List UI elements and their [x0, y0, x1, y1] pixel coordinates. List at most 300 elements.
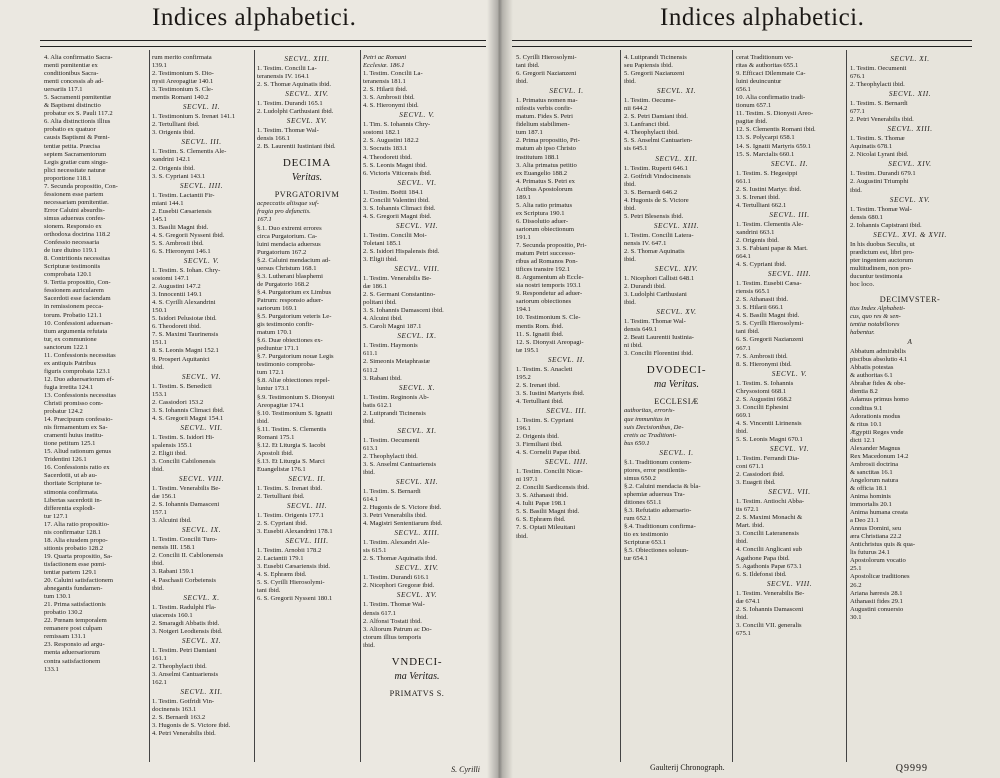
index-entry: Ægyptii Reges vnde — [850, 428, 904, 436]
century-heading: SECVL. XI. — [890, 55, 930, 63]
right-column-4 — [850, 54, 970, 760]
century-heading: A — [907, 338, 913, 347]
index-entry: dicti 12.1 — [850, 436, 875, 444]
index-entry: 7. Secunda propositio, Pri- — [516, 242, 587, 250]
index-entry: 2. Tertulliani ibid. — [152, 121, 200, 129]
section-intro: acpeccatis aliisque suf- — [257, 200, 319, 208]
index-entry: §.12. Et Liturgia S. Iacobi — [257, 441, 326, 449]
century-heading: SECVL. XI. — [656, 87, 697, 96]
index-entry: 2. Alfonsi Tostati ibid. — [363, 617, 422, 625]
index-entry: 1. Testim. Durandi 165.1 — [257, 100, 323, 108]
index-entry: menti pœnitentiæ ex — [44, 62, 98, 70]
index-entry: 1. Testim. Clementis Ale- — [736, 220, 804, 228]
section-subtitle: ma Veritas. — [654, 379, 699, 391]
index-entry: 3. Rabani ibid. — [363, 374, 402, 382]
index-entry: spalensis 155.1 — [152, 441, 193, 449]
century-heading: SECVL. XV. — [396, 591, 438, 600]
right-col-divider-1 — [620, 50, 621, 762]
index-entry: 3. S. Irenæi ibid. — [736, 193, 780, 201]
index-entry: ibid. — [152, 363, 164, 371]
index-entry: Augustini conuersio — [850, 605, 904, 613]
index-entry: densis 617.1 — [363, 609, 396, 617]
index-entry: 4. Tertulliani 662.1 — [736, 201, 787, 209]
index-entry: Apostolorum vocatio — [850, 557, 906, 565]
index-entry: 5. Gregorii Nazianzeni — [624, 70, 685, 78]
index-entry: 4. S. Vincentii Lirinensis — [736, 419, 802, 427]
index-entry: 3. S. Anselmi Cantuariensis — [363, 460, 437, 468]
index-entry: 1. Testim. S. Bernardi — [363, 488, 421, 496]
index-entry: lis futurus 24.1 — [850, 549, 890, 557]
index-entry: 1. Testim. S. Irenæi ibid. — [257, 484, 322, 492]
century-heading: SECVL. XI. — [397, 426, 437, 435]
index-entry: 2. Concilii II. Cabilonensis — [152, 552, 224, 560]
index-entry: 4. Paschasii Corbeiensis — [152, 576, 216, 584]
index-entry: remissam 131.1 — [44, 633, 86, 641]
section-intro: que immunitas in — [624, 415, 670, 423]
index-entry: 6. Theodoreti ibid. — [152, 323, 201, 331]
section-subtitle: Veritas. — [291, 172, 323, 184]
signature-mark: Q9999 — [895, 763, 928, 774]
index-entry: 3. Firmiliani ibid. — [516, 441, 563, 449]
index-entry: 3. S. Ambrosii ibid. — [363, 94, 415, 102]
index-entry: 613.1 — [363, 444, 378, 452]
index-entry: 15. Aliud rationum genus — [44, 448, 112, 456]
index-entry: ibid. — [624, 78, 636, 86]
index-entry: 3. Ludolphi Carthusiani — [624, 291, 687, 299]
index-entry: immortalis 20.1 — [850, 501, 892, 509]
index-entry: gis testimonio confir- — [257, 321, 314, 329]
index-entry: 1. Testim. Oecume- — [624, 97, 676, 105]
index-entry: 614.1 — [363, 496, 378, 504]
index-entry: & officia 18.1 — [850, 484, 888, 492]
index-entry: sostomi 182.1 — [363, 129, 401, 137]
index-entry: §.5. Purgatorium veteris Le- — [257, 313, 332, 321]
index-entry: 2. Augustini Triumphi — [850, 178, 909, 186]
index-entry: 162.1 — [152, 679, 167, 686]
index-entry: 196.1 — [516, 424, 531, 432]
index-entry: conditus 9.1 — [850, 404, 883, 412]
index-entry: uersus Christum 168.1 — [257, 264, 317, 272]
index-entry: 2. Lactantii 179.1 — [257, 555, 304, 563]
index-entry: 1. Testim. Concilii Nicæ- — [516, 468, 583, 476]
index-entry: 1. Testim. Venerabilis Be- — [363, 275, 432, 283]
index-entry: cramenti huius institu- — [44, 432, 104, 440]
century-heading: SECVL. I. — [659, 448, 694, 457]
index-entry: 6. Victoris Viticensis ibid. — [363, 169, 432, 177]
index-entry: 4. Magistri Sententiarum ibid. — [363, 520, 443, 528]
index-entry: 3. Eusebii Cæsariensis ibid. — [257, 563, 331, 571]
index-entry: 2. S. Maximi Monachi & — [736, 514, 803, 522]
index-entry: Agathone Papa ibid. — [736, 554, 790, 562]
century-heading: SECVL. XIV. — [285, 90, 329, 99]
index-entry: Actibus Apostolorum — [516, 185, 573, 193]
index-entry: 2. Testimonium S. Dio- — [152, 70, 214, 78]
index-entry: dæ 186.1 — [363, 283, 388, 291]
century-heading: SECVL. XIV. — [888, 160, 932, 169]
left-col-divider-1 — [149, 50, 150, 762]
century-heading: SECVL. XII. — [888, 90, 932, 99]
century-heading: SECVL. X. — [183, 593, 220, 602]
index-entry: 2. Gotfridi Vindocinensis — [624, 172, 691, 180]
index-entry: Anima hominis — [850, 493, 891, 501]
index-entry: ibid. — [363, 417, 375, 425]
index-entry: probatur 124.2 — [44, 408, 83, 416]
index-entry: 1. Testim. Petri Damiani — [152, 646, 217, 654]
index-entry: 3. Concilii VII. generalis — [736, 621, 802, 629]
index-entry: 1. Testim. Oecumenii — [850, 65, 907, 72]
index-entry: fugia irretita 124.1 — [44, 383, 94, 391]
index-entry: 3. S. Hilarii 666.1 — [736, 304, 784, 312]
index-entry: ibid. — [152, 584, 164, 592]
left-running-head: Indices alphabetici. — [152, 4, 357, 31]
index-entry: dæ 156.1 — [152, 493, 177, 501]
index-entry: In his duobus Seculis, ut — [850, 240, 915, 248]
index-entry: 1. Testim. Ruperti 646.1 — [624, 164, 688, 172]
index-entry: 2. S. Isidori Hispalensis ibid. — [363, 247, 440, 255]
index-entry: tentiæ partem 129.1 — [44, 569, 97, 576]
index-entry: 3. Eusebii Alexandrini 178.1 — [257, 528, 333, 536]
index-entry: 14. S. Ignatii Martyris 659.1 — [736, 142, 811, 150]
index-entry: septem Sacramentorum — [44, 150, 107, 158]
index-entry: teranensis IV. 164.1 — [257, 73, 310, 81]
index-entry: 1. Testim. S. Iohan. Chry- — [152, 266, 221, 274]
index-entry: 1. Testim. Gotfridi Vin- — [152, 698, 215, 706]
index-entry: 2. Origenis ibid. — [516, 433, 559, 441]
index-entry: ex antiquis Patribus — [44, 359, 97, 367]
century-heading: SECVL. VII. — [180, 423, 223, 432]
century-heading: SECVL. I. — [549, 87, 584, 96]
index-entry: 2. Beati Laurentii Iustinia- — [624, 334, 694, 342]
index-entry: 5. Alia ratio primatus — [516, 201, 573, 209]
index-entry: rum merito confirmata — [152, 54, 212, 61]
index-entry: Scripturæ 653.1 — [624, 539, 667, 547]
century-heading: SECVL. II. — [547, 355, 586, 364]
index-entry: 12. S. Dionysii Areopagi- — [516, 338, 584, 346]
century-heading: SECVL. V. — [399, 111, 435, 120]
index-entry: miani 144.1 — [152, 199, 184, 207]
index-entry: 139.1 — [152, 62, 167, 70]
index-entry: 23. Responsio ad argu- — [44, 641, 105, 649]
index-entry: 25.1 — [850, 565, 862, 573]
century-heading: SECVL. XV. — [286, 117, 328, 126]
index-entry: 1. Testim. Origenis 177.1 — [257, 512, 324, 520]
index-entry: 4. Tertulliani ibid. — [516, 397, 564, 405]
index-entry: 1. Testim. Oecumenii — [363, 436, 420, 444]
index-entry: 7. S. Maximi Taurinensis — [152, 331, 219, 339]
index-entry: 3. S. Iohannis Climaci ibid. — [152, 406, 225, 414]
index-entry: 14. Præcipuum confessio- — [44, 416, 113, 424]
index-entry: 2. S. Iohannis Damasceni — [152, 501, 220, 509]
century-heading: SECVL. VIII. — [394, 265, 440, 274]
century-heading: SECVL. VIII. — [178, 475, 225, 484]
index-entry: 2. S. Bernardi 163.2 — [152, 714, 206, 722]
index-entry: 1. Testim. Durandi 616.1 — [363, 574, 429, 582]
index-entry: 3. Eligii ibid. — [363, 255, 398, 263]
index-entry: 1. Testim. Concilii La- — [363, 70, 423, 78]
index-entry: 157.1 — [152, 509, 167, 517]
index-entry: 675.1 — [736, 629, 751, 637]
index-entry: 11. Confessionis necessitas — [44, 351, 116, 359]
index-entry: Adorationis modus — [850, 412, 901, 420]
index-entry: 1. Testim. Eusebii Cæsa- — [736, 280, 802, 288]
index-entry: 2. S. Cypriani ibid. — [257, 520, 308, 528]
index-entry: matum Petri successo- — [516, 250, 576, 258]
century-heading: SECVL. XIV. — [654, 265, 699, 274]
index-entry: 6. S. Hieronymi 146.1 — [152, 247, 211, 255]
index-entry: causis Baptismi & Pœni- — [44, 134, 110, 142]
index-entry: ibid. — [516, 78, 528, 86]
index-entry: 5. Cyrilli Hierosolymi- — [516, 54, 577, 61]
index-entry: 4. S. Ephræm ibid. — [257, 571, 307, 579]
index-entry: 3. Alia primatus petitio — [516, 161, 577, 169]
index-entry: 2. Nicolai Lyrani ibid. — [850, 151, 909, 159]
index-entry: matum 170.1 — [257, 329, 292, 337]
index-entry: 9. Respondetur ad aduer- — [516, 290, 583, 298]
index-entry: Annus Domini, seu — [850, 525, 902, 533]
century-heading: SECVL. XI. — [181, 636, 222, 645]
index-entry: 1. Testim. Antiochi Abba- — [736, 498, 805, 506]
index-entry: de iure diuino 119.1 — [44, 247, 97, 255]
index-entry: menti concessis ab ad- — [44, 78, 104, 86]
index-entry: 2. Concilii Valentini ibid. — [363, 196, 430, 204]
index-entry: 1. Testim. Radulphi Fla- — [152, 603, 217, 611]
index-entry: 2. Smaragdi Abbatis ibid. — [152, 619, 220, 627]
index-entry: abnegantis fundamen- — [44, 585, 103, 593]
index-entry: nysii Areopagitæ 140.1 — [152, 78, 214, 86]
century-heading: SECVL. IX. — [397, 332, 437, 341]
index-entry: sostomi 147.1 — [152, 275, 190, 283]
index-entry: 2. Tertulliani ibid. — [257, 493, 305, 501]
index-entry: 1. Testim. Thomæ Wal- — [850, 205, 912, 213]
index-entry: 4. S. Cyrilli Alexandrini — [152, 299, 216, 307]
section-title: DECIMA — [282, 157, 332, 170]
section-intro: cretis ac Traditioni- — [624, 431, 677, 439]
index-entry: 3. Alcuini ibid. — [152, 517, 192, 525]
left-head-rule — [40, 40, 486, 41]
index-entry: figuris comprobata 123.1 — [44, 367, 111, 375]
index-entry: ibid. — [850, 186, 862, 194]
index-entry: 3. Testimonium S. Cle- — [152, 86, 214, 94]
index-entry: fessionem auricularem — [44, 287, 104, 295]
century-heading: SECVL. XII. — [655, 154, 698, 163]
index-entry: 676.1 — [850, 73, 865, 81]
right-col-divider-2 — [732, 50, 733, 762]
index-entry: 4. S. Hieronymi ibid. — [363, 102, 419, 110]
index-entry: piscibus absolutio 4.1 — [850, 356, 908, 364]
index-entry: nensis III. 158.1 — [152, 544, 195, 552]
index-entry: 5. S. Leonis Magni 670.1 — [736, 435, 803, 443]
index-entry: 3. Concilii Ephesini — [736, 403, 789, 411]
index-entry: sis 645.1 — [624, 145, 648, 153]
left-column-4 — [363, 54, 471, 760]
index-entry: ribus ad Romanos Pon- — [516, 258, 578, 266]
index-entry: 6. S. Gregorii Nysseni 180.1 — [257, 595, 333, 603]
index-entry: 10. Testimonium S. Cle- — [516, 314, 581, 322]
index-entry: 667.1 — [736, 344, 751, 352]
index-entry: ex Euangelio 188.2 — [516, 169, 568, 177]
index-entry: 9. Prosperi Aquitanici — [152, 355, 210, 363]
index-entry: 1. Testim. Concilii La- — [257, 65, 317, 72]
index-entry: Sacerdotii, ut ab au- — [44, 472, 98, 480]
left-col-divider-2 — [254, 50, 255, 762]
index-entry: mentis Romani 140.2 — [152, 94, 209, 102]
index-entry: 5. Caroli Magni 187.1 — [363, 323, 422, 331]
index-entry: 5. Petri Blesensis ibid. — [624, 212, 684, 220]
index-entry: 2. Concilii Sardicensis ibid. — [516, 484, 590, 492]
index-entry: 3. Innocentii 149.1 — [152, 291, 202, 299]
index-entry: nifestis verbis confir- — [516, 105, 573, 113]
index-entry: 2. Theophylacti ibid. — [850, 81, 905, 89]
index-entry: tis 672.1 — [736, 506, 759, 514]
index-entry: nis confirmatur 128.1 — [44, 528, 101, 536]
index-entry: 1. Testim. Alexandri Ale- — [363, 539, 430, 547]
century-heading: SECVL. III. — [769, 210, 810, 219]
section-intro: habentur. — [850, 329, 875, 337]
index-entry: 5. Agathonis Papæ 673.1 — [736, 562, 802, 570]
index-entry: tum 130.1 — [44, 593, 71, 601]
index-entry: 4. Primatus S. Petri ex — [516, 177, 575, 185]
index-entry: fidelium stabilimen- — [516, 121, 570, 129]
right-head-rule-2 — [512, 46, 972, 47]
footer-title: Gaulterij Chronograph. — [650, 763, 725, 772]
index-entry: 26.2 — [850, 581, 862, 589]
next-section-heading: PRIMATVS S. — [389, 688, 445, 698]
index-entry: 3. S. Bernardi 646.2 — [624, 188, 678, 196]
index-entry: 2. S. Augustini 182.2 — [363, 137, 419, 145]
index-entry: Abbatum admirabilis — [850, 348, 906, 356]
index-entry: 2. S. Iustini Martyr. ibid. — [736, 185, 802, 193]
index-entry: 30.1 — [850, 613, 862, 621]
index-entry: 1. Testim. Haymonis — [363, 342, 418, 350]
index-entry: 1. Testim. Lactantii Fir- — [152, 191, 215, 199]
index-entry: stimonia confirmata. — [44, 488, 99, 496]
index-entry: 8. Contritionis necessitas — [44, 255, 111, 263]
section-intro: cus, quo res & sen- — [850, 313, 901, 321]
index-entry: luntur 173.1 — [257, 385, 290, 393]
index-entry: ritas & authoritas 655.1 — [736, 62, 799, 70]
index-entry: Abbatis potestas — [850, 364, 894, 372]
century-heading: SECVL. XIII. — [284, 55, 330, 63]
right-column-1 — [516, 54, 617, 760]
index-entry: 2. S. Iohannis Damasceni — [736, 605, 804, 613]
index-entry: 2. Cassiodori 153.2 — [152, 398, 204, 406]
index-entry: 2. Hugonis de S. Victore ibid. — [363, 504, 442, 512]
index-entry: sphemiæ aduersus Tra- — [624, 490, 685, 498]
index-entry: 3. Anselmi Cantuariensis — [152, 670, 219, 678]
index-entry: 194.1 — [516, 306, 531, 314]
index-entry: 2. S. Hilarii ibid. — [363, 86, 408, 94]
index-entry: circa Purgatorium. Ca- — [257, 232, 318, 240]
index-entry: & sanctitas 16.1 — [850, 468, 893, 476]
index-entry: §.3. Refutatio aduersario- — [624, 506, 692, 514]
index-entry: & authoritas 6.1 — [850, 372, 893, 380]
index-entry: 6. Gregorii Nazianzeni — [516, 70, 577, 78]
index-entry: sis 615.1 — [363, 547, 387, 555]
index-entry: 2. Ludolphi Carthusiani ibid. — [257, 108, 334, 116]
index-entry: Error Caluini absurdis- — [44, 206, 105, 214]
right-page — [500, 0, 1000, 778]
index-entry: 11. S. Ignatii ibid. — [516, 330, 564, 338]
index-entry: Legis gratiæ cum singu- — [44, 158, 108, 166]
century-heading: SECVL. XIV. — [395, 564, 439, 573]
index-entry: Scripturæ testimoniis — [44, 263, 101, 271]
index-entry: luini mendacia aduersus — [257, 240, 321, 248]
index-entry: 1. Testim. Concilii Turo- — [152, 536, 218, 544]
index-entry: §.10. Testimonium S. Ignatii — [257, 409, 333, 417]
index-entry: 12. Duo aduersariorum ef- — [44, 375, 114, 383]
index-entry: sanctorum 122.1 — [44, 343, 88, 351]
index-entry: 15. S. Marcialis 660.1 — [736, 150, 795, 158]
index-entry: & ritus 10.1 — [850, 420, 882, 428]
index-entry: in remissionem pecca- — [44, 303, 104, 311]
index-entry: rum 652.1 — [624, 515, 652, 523]
book-gutter-shadow — [487, 0, 513, 778]
index-entry: 12. S. Clementis Romani ibid. — [736, 126, 816, 134]
index-entry: 3. Euagrii ibid. — [736, 479, 776, 487]
index-entry: §.1. Traditionum contem- — [624, 458, 692, 466]
index-entry: politani ibid. — [363, 299, 397, 307]
index-entry: tione petitum 125.1 — [44, 440, 96, 448]
index-entry: Romani 175.1 — [257, 433, 295, 441]
index-entry: 1. Tim. S. Iohannis Chry- — [363, 121, 431, 129]
index-entry: 7. S. Optati Mileuitani — [516, 524, 576, 532]
index-entry: 1. Testim. S. Hegesippi — [736, 169, 798, 177]
index-entry: 1. Testim. Ferrandi Dia- — [736, 455, 800, 463]
index-entry: tum 172.1 — [257, 369, 284, 377]
index-entry: 8. Argumentum ab Eccle- — [516, 274, 584, 282]
index-entry: §.13. Et Liturgia S. Marci — [257, 457, 325, 465]
index-entry: 1. Testim. Venerabilis Be- — [736, 589, 805, 597]
index-entry: 5. S. Anselmi Cantuarien- — [624, 137, 693, 145]
index-entry: 3. Socratis 183.1 — [363, 145, 408, 153]
century-heading: SECVL. VIII. — [766, 579, 813, 588]
index-entry: 8. S. Hieronymi ibid. — [736, 360, 792, 368]
century-heading: SECVL. II. — [182, 103, 221, 112]
index-entry: pter ingentem auctorum — [850, 256, 913, 264]
index-entry: æra Christiana 22.2 — [850, 533, 902, 541]
index-entry: 669.1 — [736, 411, 751, 419]
index-entry: probatio 130.2 — [44, 609, 83, 617]
index-entry: ditiones 651.1 — [624, 498, 662, 506]
index-entry: 16. Confessionis ratio ex — [44, 464, 110, 472]
index-entry: 1. Testim. Concilii Moi- — [363, 231, 427, 239]
index-entry: 1. Testim. Thomæ Wal- — [363, 601, 425, 609]
index-entry: tur 654.1 — [624, 555, 648, 563]
century-heading: SECVL. V. — [183, 256, 220, 265]
index-entry: densis 166.1 — [257, 135, 290, 143]
index-entry: 1. Testim. Reginonis Ab- — [363, 393, 429, 401]
index-entry: 1. Testim. Concilii Latera- — [624, 231, 694, 239]
index-entry: ibid. — [363, 468, 375, 476]
index-entry: tani ibid. — [516, 62, 540, 70]
index-entry: 2. Augustini 147.2 — [152, 283, 201, 291]
index-entry: tani ibid. — [257, 587, 281, 595]
index-entry: §.5. Obiectiones soluun- — [624, 547, 689, 555]
index-entry: fessionem esse partem — [44, 190, 104, 198]
index-entry: 3. Rabani 159.1 — [152, 568, 194, 576]
century-heading: SECVL. XII. — [180, 688, 223, 697]
index-entry: 6. Dissolutio aduer- — [516, 217, 569, 225]
left-column-1 — [44, 54, 146, 760]
index-entry: 4. Theodoreti ibid. — [363, 153, 412, 161]
section-intro: tentiæ notabiliores — [850, 321, 900, 329]
index-entry: §.8. Aliæ obiectiones repel- — [257, 377, 330, 385]
index-entry: 3. Concilii Cabilonensis — [152, 457, 216, 465]
index-entry: Aquinatis 678.1 — [850, 143, 893, 151]
index-entry: 1. Testimonium S. Irenæi 141.1 — [152, 113, 236, 121]
index-entry: uersariis 117.1 — [44, 86, 83, 94]
index-entry: 2. B. Laurentii Iustiniani ibid. — [257, 143, 336, 151]
